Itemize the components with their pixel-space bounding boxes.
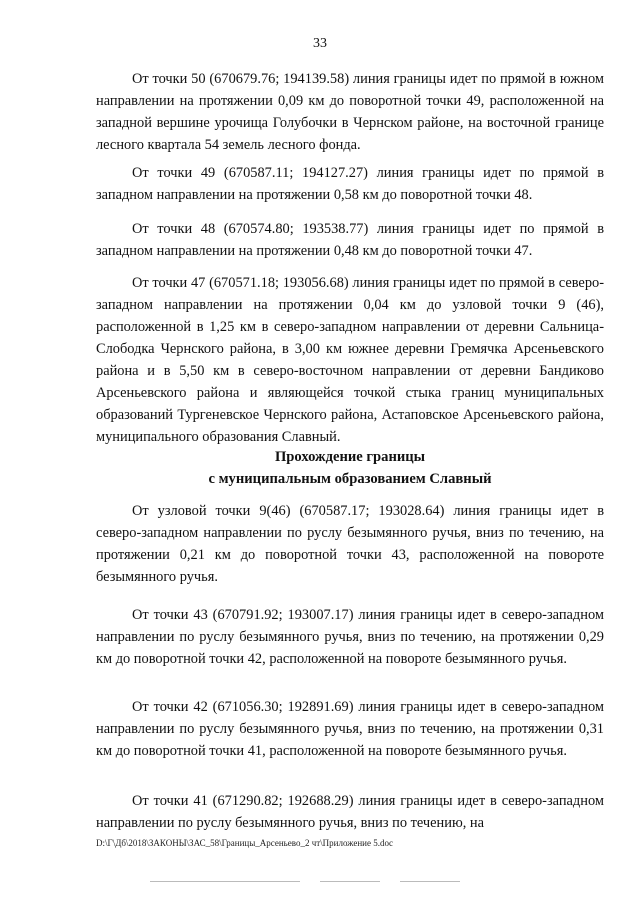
- paragraph-point-43: От точки 43 (670791.92; 193007.17) линия границы идет в северо-западном направлении по руслу безымянного ручья, вниз по течению, на протяжении 0,29 км до поворотной точки 42, расположенной на повороте безымянного ручья.: [96, 607, 604, 667]
- section-heading-line-1: Прохождение границы: [274, 449, 426, 465]
- paragraph-node-9: От узловой точки 9(46) (670587.17; 193028.64) линия границы идет в северо-западном направлении по руслу безымянного ручья, вниз по течению, на протяжении 0,21 км до поворотной точки 43, расположенной на повороте безымянного ручья.: [96, 503, 604, 585]
- paragraph-point-48: От точки 48 (670574.80; 193538.77) линия границы идет по прямой в западном направлении на протяжении 0,48 км до поворотной точки 47.: [96, 221, 604, 259]
- scan-artifact-line: [320, 881, 380, 882]
- scan-artifact-line: [400, 881, 460, 882]
- paragraph-point-49: От точки 49 (670587.11; 194127.27) линия границы идет по прямой в западном направлении на протяжении 0,58 км до поворотной точки 48.: [96, 165, 604, 203]
- paragraph-point-50: От точки 50 (670679.76; 194139.58) линия границы идет по прямой в южном направлении на протяжении 0,09 км до поворотной точки 49, расположенной на западной вершине урочища Голубочки в Чернском районе, на восточной границе лесного квартала 54 земель лесного фонда.: [96, 71, 604, 153]
- paragraph-point-41: От точки 41 (671290.82; 192688.29) линия границы идет в северо-западном направлении по руслу безымянного ручья, вниз по течению, на: [96, 793, 604, 831]
- page-number: 33: [313, 36, 327, 51]
- scan-artifact-line: [150, 881, 300, 882]
- section-heading: [96, 446, 604, 490]
- paragraph-point-47: От точки 47 (670571.18; 193056.68) линия границы идет по прямой в северо-западном направлении на протяжении 0,04 км до узловой точки 9 (46), расположенной в 1,25 км в северо-западном направлении от деревни Сальница-Слободка Чернского района, в 3,00 км южнее деревни Гремячка Арсеньевского района и в 5,50 км в северо-восточном направлении от деревни Бандиково Арсеньевского района и являющейся точкой стыка границ муниципальных образований Тургеневское Чернского района, Астаповское Арсеньевского района, муниципального образования Славный.: [96, 275, 604, 445]
- section-heading-line-2: с муниципальным образованием Славный: [208, 471, 492, 487]
- paragraph-point-42: От точки 42 (671056.30; 192891.69) линия границы идет в северо-западном направлении по руслу безымянного ручья, вниз по течению, на протяжении 0,31 км до поворотной точки 41, расположенной на повороте безымянного ручья.: [96, 699, 604, 759]
- footer-file-path: D:\Г\Дб\2018\ЗАКОНЫ\ЗАС_58\Границы_Арсеньево_2 чт\Приложение 5.doc: [96, 838, 393, 848]
